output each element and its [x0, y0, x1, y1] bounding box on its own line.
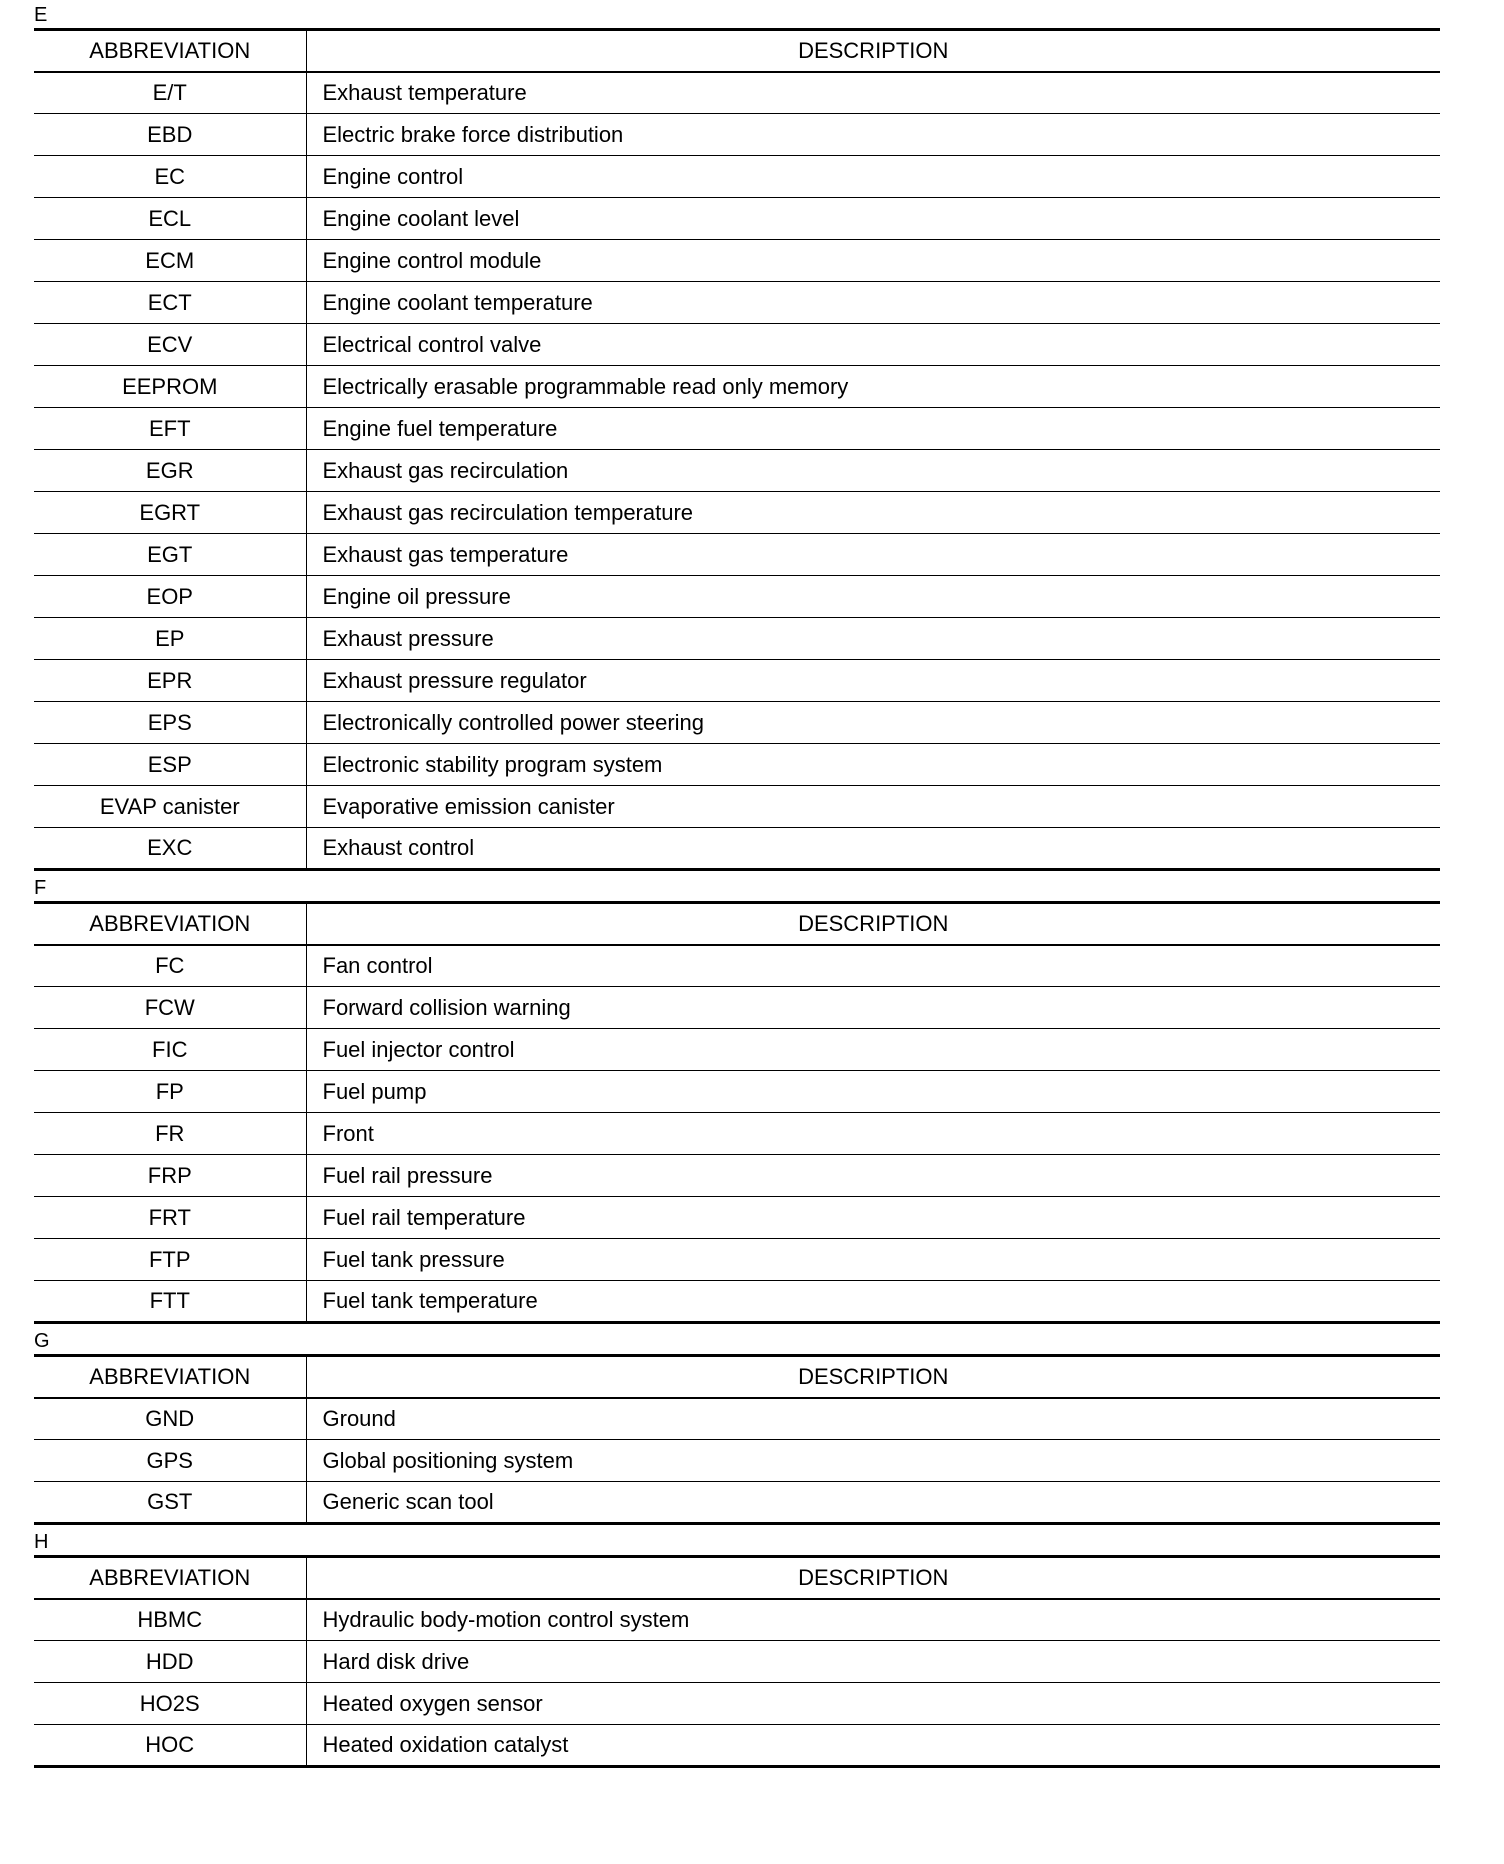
abbreviation-cell: EXC [34, 828, 306, 870]
column-header-description: DESCRIPTION [306, 30, 1440, 72]
abbreviation-table [34, 28, 1440, 871]
table-row [34, 492, 1440, 534]
table-row [34, 1599, 1440, 1641]
table-row [34, 324, 1440, 366]
description-cell: Heated oxidation catalyst [322, 1732, 569, 1757]
table-row [34, 72, 1440, 114]
table-row [34, 786, 1440, 828]
table-row [34, 1029, 1440, 1071]
description-cell: Exhaust gas temperature [306, 534, 1440, 576]
abbreviation-cell: EBD [34, 114, 306, 156]
description-cell: Engine oil pressure [306, 576, 1440, 618]
description-cell: Hydraulic body-motion control system [306, 1599, 1440, 1641]
description-cell: Engine coolant level [306, 198, 1440, 240]
abbreviation-cell: EEPROM [34, 366, 306, 408]
description-cell: Front [306, 1113, 1440, 1155]
abbreviation-cell: EFT [34, 408, 306, 450]
table-row [34, 1113, 1440, 1155]
abbreviation-section-g [34, 1330, 1440, 1525]
table-row [34, 1683, 1440, 1725]
table-row [34, 366, 1440, 408]
section-letter: G [34, 1330, 50, 1352]
column-header-description: DESCRIPTION [306, 1557, 1440, 1599]
table-row [34, 1440, 1440, 1482]
column-header-description: DESCRIPTION [306, 903, 1440, 945]
table-row [34, 198, 1440, 240]
abbreviation-cell: ECT [34, 282, 306, 324]
description-cell: Exhaust pressure [306, 618, 1440, 660]
description-cell: Fuel rail temperature [306, 1197, 1440, 1239]
description-cell: Exhaust control [322, 835, 475, 860]
description-cell: Electric brake force distribution [306, 114, 1440, 156]
column-header-abbreviation: ABBREVIATION [34, 1356, 306, 1398]
description-cell: Engine control [306, 156, 1440, 198]
table-row [34, 702, 1440, 744]
table-row [34, 156, 1440, 198]
table-row [34, 282, 1440, 324]
table-row [34, 1641, 1440, 1683]
abbreviation-table [34, 1354, 1440, 1525]
description-cell: Exhaust gas recirculation [306, 450, 1440, 492]
abbreviation-cell: EGR [34, 450, 306, 492]
abbreviation-cell: FP [34, 1071, 306, 1113]
abbreviation-cell: HO2S [34, 1683, 306, 1725]
table-row [34, 576, 1440, 618]
section-letter: H [34, 1531, 49, 1553]
abbreviation-cell: ESP [34, 744, 306, 786]
abbreviation-cell: EVAP canister [34, 786, 306, 828]
abbreviation-cell: HBMC [34, 1599, 306, 1641]
abbreviation-cell: HDD [34, 1641, 306, 1683]
description-cell: Fan control [306, 945, 1440, 987]
column-header-abbreviation: ABBREVIATION [34, 1557, 306, 1599]
abbreviation-cell: FRT [34, 1197, 306, 1239]
description-cell: Generic scan tool [322, 1489, 494, 1514]
abbreviation-cell: E/T [34, 72, 306, 114]
table-row [34, 1482, 1440, 1524]
abbreviation-cell: HOC [34, 1725, 306, 1767]
description-cell: Evaporative emission canister [306, 786, 1440, 828]
table-header-row [34, 1356, 1440, 1398]
table-row [34, 1725, 1440, 1767]
abbreviation-cell: EOP [34, 576, 306, 618]
abbreviation-cell: FTP [34, 1239, 306, 1281]
description-cell: Exhaust temperature [306, 72, 1440, 114]
table-row [34, 114, 1440, 156]
description-cell: Electronic stability program system [306, 744, 1440, 786]
column-header-abbreviation: ABBREVIATION [34, 903, 306, 945]
abbreviation-cell: EPR [34, 660, 306, 702]
abbreviation-cell: ECL [34, 198, 306, 240]
description-cell: Engine coolant temperature [306, 282, 1440, 324]
table-row [34, 987, 1440, 1029]
description-cell: Forward collision warning [306, 987, 1440, 1029]
abbreviation-section-f [34, 877, 1440, 1324]
abbreviation-cell: EGRT [34, 492, 306, 534]
section-letter: F [34, 877, 47, 899]
abbreviation-cell: FTT [34, 1281, 306, 1323]
abbreviation-cell: GPS [34, 1440, 306, 1482]
description-cell: Exhaust pressure regulator [306, 660, 1440, 702]
description-cell: Fuel tank pressure [306, 1239, 1440, 1281]
abbreviation-table [34, 1555, 1440, 1768]
abbreviation-cell: GST [34, 1482, 306, 1524]
abbreviation-list [34, 4, 1440, 1768]
description-cell: Heated oxygen sensor [306, 1683, 1440, 1725]
abbreviation-cell: ECM [34, 240, 306, 282]
description-cell: Engine control module [306, 240, 1440, 282]
abbreviation-cell: FIC [34, 1029, 306, 1071]
description-cell: Global positioning system [306, 1440, 1440, 1482]
description-cell: Electrically erasable programmable read only memory [306, 366, 1440, 408]
table-row [34, 945, 1440, 987]
table-row [34, 240, 1440, 282]
abbreviation-section-h [34, 1531, 1440, 1768]
table-row [34, 1398, 1440, 1440]
abbreviation-cell: EC [34, 156, 306, 198]
abbreviation-table [34, 901, 1440, 1324]
table-row [34, 1071, 1440, 1113]
table-row [34, 534, 1440, 576]
abbreviation-cell: ECV [34, 324, 306, 366]
description-cell: Ground [306, 1398, 1440, 1440]
table-row [34, 1239, 1440, 1281]
table-row [34, 1281, 1440, 1323]
column-header-description: DESCRIPTION [306, 1356, 1440, 1398]
description-cell: Fuel pump [306, 1071, 1440, 1113]
abbreviation-section-e [34, 4, 1440, 871]
abbreviation-cell: EPS [34, 702, 306, 744]
table-row [34, 618, 1440, 660]
description-cell: Electronically controlled power steering [306, 702, 1440, 744]
table-row [34, 660, 1440, 702]
description-cell: Electrical control valve [306, 324, 1440, 366]
table-row [34, 450, 1440, 492]
table-row [34, 1197, 1440, 1239]
description-cell: Exhaust gas recirculation temperature [306, 492, 1440, 534]
abbreviation-cell: GND [34, 1398, 306, 1440]
abbreviation-cell: FRP [34, 1155, 306, 1197]
abbreviation-cell: EP [34, 618, 306, 660]
table-row [34, 1155, 1440, 1197]
description-cell: Hard disk drive [306, 1641, 1440, 1683]
table-header-row [34, 903, 1440, 945]
description-cell: Engine fuel temperature [306, 408, 1440, 450]
table-row [34, 828, 1440, 870]
abbreviation-cell: EGT [34, 534, 306, 576]
description-cell: Fuel injector control [306, 1029, 1440, 1071]
table-row [34, 408, 1440, 450]
table-header-row [34, 1557, 1440, 1599]
column-header-abbreviation: ABBREVIATION [34, 30, 306, 72]
description-cell: Fuel rail pressure [306, 1155, 1440, 1197]
table-header-row [34, 30, 1440, 72]
section-letter: E [34, 4, 48, 26]
abbreviation-cell: FCW [34, 987, 306, 1029]
description-cell: Fuel tank temperature [322, 1288, 538, 1313]
abbreviation-cell: FC [34, 945, 306, 987]
abbreviation-cell: FR [34, 1113, 306, 1155]
table-row [34, 744, 1440, 786]
